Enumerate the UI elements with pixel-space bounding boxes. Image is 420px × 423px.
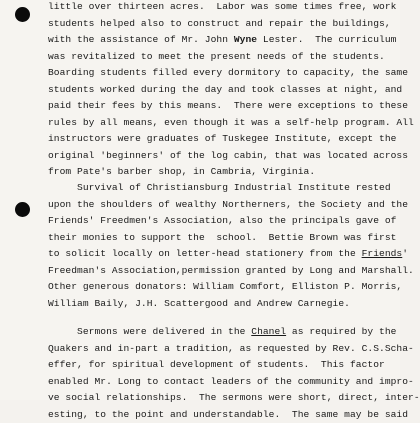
text-segment: original 'beginners' of the log cabin, that was located across xyxy=(48,150,408,161)
text-segment: Boarding students filled every dormitory to capacity, the same xyxy=(48,67,408,78)
text-segment: ' xyxy=(402,248,408,259)
text-line xyxy=(48,164,315,181)
text-segment: as required by the xyxy=(286,326,396,337)
text-line xyxy=(48,115,414,132)
text-segment: rules by all means, even though it was a self-help program. All xyxy=(48,117,414,128)
punch-hole-top xyxy=(15,7,30,22)
text-segment: Sermons were delivered in the xyxy=(48,326,251,337)
text-segment: Freedman's Association,permission granted by Long and Marshall. xyxy=(48,265,414,276)
text-segment: effer, for spiritual development of students. This factor xyxy=(48,359,385,370)
text-segment: Survival of Christiansburg Industrial Institute rested xyxy=(48,182,391,193)
text-line xyxy=(48,0,396,16)
text-line xyxy=(48,49,385,66)
text-line xyxy=(48,98,408,115)
text-segment: was revitalized to meet the present needs of the students. xyxy=(48,51,385,62)
text-line xyxy=(48,65,408,82)
text-line xyxy=(48,213,396,230)
text-line xyxy=(48,230,396,247)
punch-hole-bottom xyxy=(15,202,30,217)
text-line xyxy=(48,148,408,165)
text-segment: Other generous donators: William Comfort, Elliston P. Morris, xyxy=(48,281,402,292)
text-segment: William Baily, J.H. Scattergood and Andrew Carnegie. xyxy=(48,298,350,309)
text-segment: little over thirteen acres. Labor was some times free, work xyxy=(48,1,396,12)
text-segment: from Pate's barber shop, in Cambria, Virginia. xyxy=(48,166,315,177)
text-segment: students helped also to construct and repair the buildings, xyxy=(48,18,391,29)
text-segment: students worked during the day and took classes at night, and xyxy=(48,84,402,95)
text-line xyxy=(48,279,402,296)
text-line xyxy=(48,374,414,391)
text-line xyxy=(48,180,391,197)
emphasized-word: Wyne xyxy=(234,34,257,45)
text-segment: paid their fees by this means. There were exceptions to these xyxy=(48,100,408,111)
text-line xyxy=(48,246,408,263)
text-line xyxy=(48,263,414,280)
text-segment: Quakers and in-part a tradition, as requested by Rev. C.S.Scha- xyxy=(48,343,414,354)
text-line xyxy=(48,82,402,99)
text-segment: their monies to support the school. Bettie Brown was first xyxy=(48,232,396,243)
text-line xyxy=(48,357,385,374)
underlined-word: Chanel xyxy=(251,326,286,337)
text-segment: with the assistance of Mr. John xyxy=(48,34,234,45)
text-segment: instructors were graduates of Tuskegee Institute, except the xyxy=(48,133,396,144)
text-segment: ve social relationships. The sermons were short, direct, inter- xyxy=(48,392,420,403)
text-segment: enabled Mr. Long to contact leaders of the community and impro- xyxy=(48,376,414,387)
text-segment: Lester. The curriculum xyxy=(257,34,396,45)
text-line xyxy=(48,390,420,407)
text-line xyxy=(48,296,350,313)
text-line xyxy=(48,341,414,358)
text-segment: to solicit locally on letter-head stationery from the xyxy=(48,248,362,259)
text-line xyxy=(48,131,396,148)
text-segment: Friends' Freedmen's Association, also the principals gave of xyxy=(48,215,396,226)
text-line xyxy=(48,324,396,341)
text-line xyxy=(48,197,408,214)
text-line xyxy=(48,407,408,423)
text-line xyxy=(48,16,391,33)
underlined-word: Friends xyxy=(362,248,403,259)
text-line xyxy=(48,32,396,49)
text-segment: esting, to the point and understandable. The same may be said xyxy=(48,409,408,420)
text-segment: upon the shoulders of wealthy Northerners, the Society and the xyxy=(48,199,408,210)
